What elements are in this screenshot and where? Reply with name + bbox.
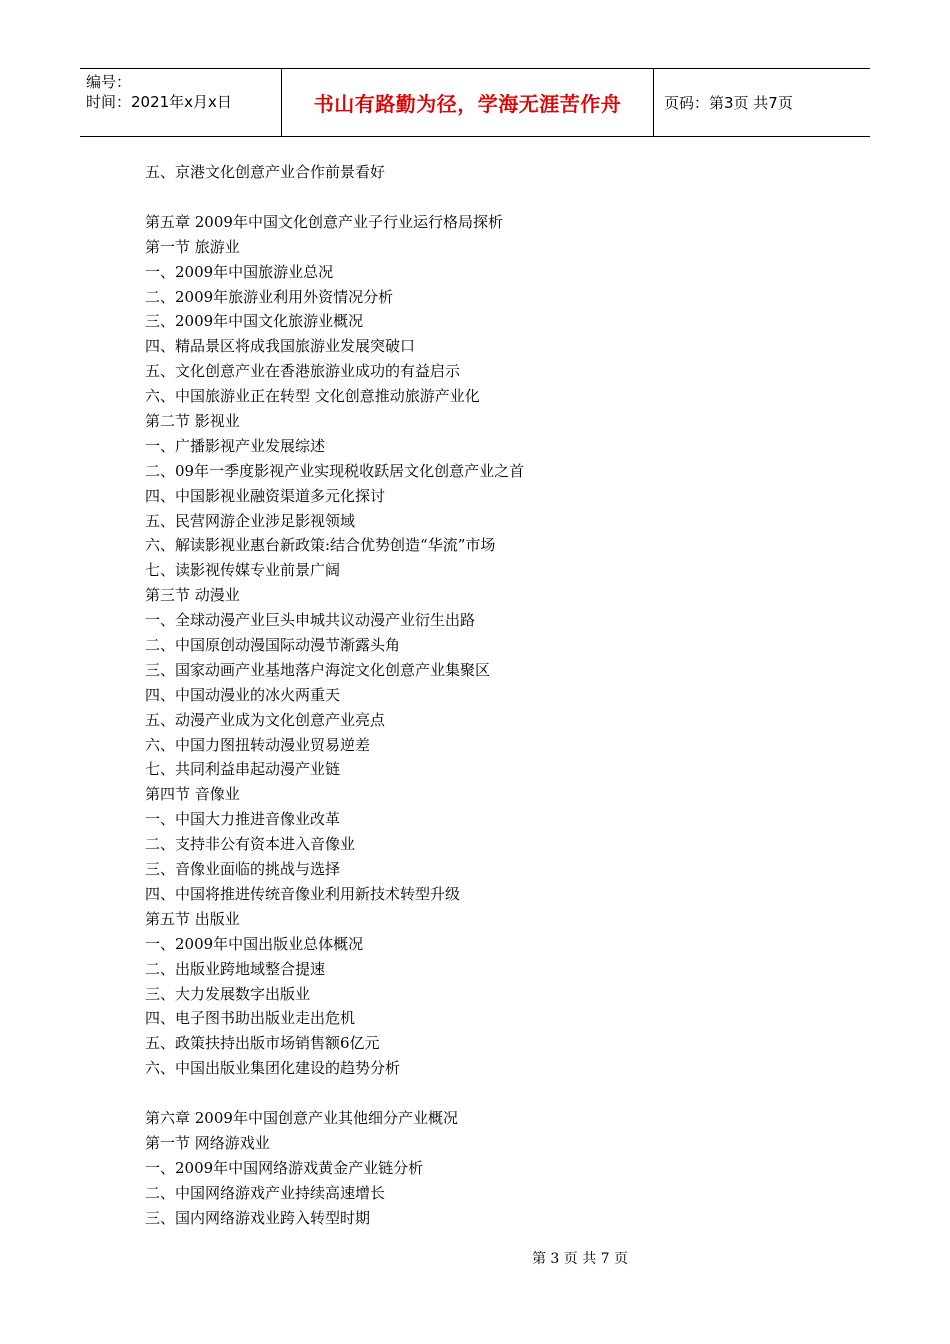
- toc-line: 二、出版业跨地域整合提速: [145, 959, 326, 978]
- toc-line: 五、动漫产业成为文化创意产业亮点: [145, 710, 386, 729]
- document-number-label: 编号：: [86, 73, 132, 91]
- toc-line: 六、中国出版业集团化建设的趋势分析: [145, 1059, 401, 1078]
- toc-line: 七、读影视传媒专业前景广阔: [145, 561, 341, 580]
- toc-line: 四、电子图书助出版业走出危机: [145, 1009, 356, 1028]
- section-heading: 第一节 旅游业: [145, 237, 240, 256]
- toc-line: 一、全球动漫产业巨头申城共议动漫产业衍生出路: [145, 611, 476, 630]
- toc-line: 二、支持非公有资本进入音像业: [145, 835, 356, 854]
- toc-line: 四、中国将推进传统音像业利用新技术转型升级: [145, 884, 461, 903]
- header-meta-cell: [80, 69, 282, 136]
- toc-line: 四、精品景区将成我国旅游业发展突破口: [145, 337, 416, 356]
- toc-line: 二、中国网络游戏产业持续高速增长: [145, 1183, 386, 1202]
- toc-line: 一、2009年中国旅游业总况: [145, 262, 334, 281]
- toc-line: 二、2009年旅游业利用外资情况分析: [145, 287, 394, 306]
- toc-line: 一、2009年中国网络游戏黄金产业链分析: [145, 1158, 424, 1177]
- toc-line: 五、政策扶持出版市场销售额6亿元: [145, 1034, 380, 1053]
- toc-line: 三、国家动画产业基地落户海淀文化创意产业集聚区: [145, 660, 491, 679]
- toc-line: 五、文化创意产业在香港旅游业成功的有益启示: [145, 362, 461, 381]
- toc-line: 六、解读影视业惠台新政策:结合优势创造“华流”市场: [145, 536, 496, 555]
- page-footer: 第 3 页 共 7 页: [531, 1251, 629, 1267]
- toc-line: 一、2009年中国出版业总体概况: [145, 934, 364, 953]
- toc-line: 五、京港文化创意产业合作前景看好: [145, 163, 386, 181]
- section-heading: 第五节 出版业: [145, 909, 240, 928]
- toc-line: 三、国内网络游戏业跨入转型时期: [145, 1208, 371, 1227]
- section-heading: 第一节 网络游戏业: [145, 1133, 270, 1152]
- toc-line: 二、09年一季度影视产业实现税收跃居文化创意产业之首: [145, 461, 525, 480]
- toc-line: 五、民营网游企业涉足影视领域: [145, 511, 356, 530]
- toc-line: 二、中国原创动漫国际动漫节渐露头角: [145, 636, 401, 655]
- section-heading: 第四节 音像业: [145, 785, 240, 804]
- toc-line: 三、大力发展数字出版业: [145, 984, 311, 1003]
- chapter-heading: 第五章 2009年中国文化创意产业子行业运行格局探析: [145, 212, 503, 231]
- blank-line: [145, 1081, 845, 1106]
- blank-line: [145, 185, 845, 210]
- toc-line: 三、音像业面临的挑战与选择: [145, 860, 341, 879]
- toc-line: 四、中国动漫业的冰火两重天: [145, 685, 341, 704]
- header-motto: 书山有路勤为径，学海无涯苦作舟: [282, 69, 654, 136]
- toc-line: 一、广播影视产业发展综述: [145, 436, 326, 455]
- page-header: [80, 68, 870, 137]
- toc-line: 六、中国力图扭转动漫业贸易逆差: [145, 735, 371, 754]
- toc-line: 七、共同利益串起动漫产业链: [145, 760, 341, 779]
- header-page-info: 页码：第3页 共7页: [664, 94, 793, 112]
- document-body: [145, 160, 845, 1231]
- toc-line: 三、2009年中国文化旅游业概况: [145, 312, 364, 331]
- section-heading: 第二节 影视业: [145, 412, 240, 431]
- toc-line: 四、中国影视业融资渠道多元化探讨: [145, 486, 386, 505]
- document-time: 时间：2021年x月x日: [86, 93, 232, 111]
- section-heading: 第三节 动漫业: [145, 586, 240, 605]
- toc-line: 六、中国旅游业正在转型 文化创意推动旅游产业化: [145, 387, 480, 406]
- chapter-heading: 第六章 2009年中国创意产业其他细分产业概况: [145, 1109, 458, 1128]
- toc-line: 一、中国大力推进音像业改革: [145, 810, 341, 829]
